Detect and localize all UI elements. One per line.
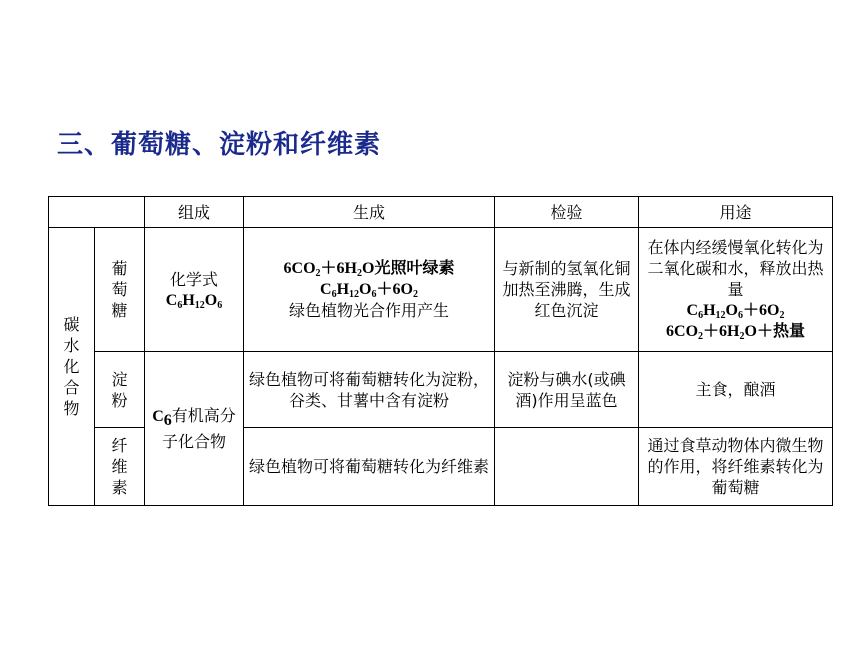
- section-title: 三、葡萄糖、淀粉和纤维素: [57, 130, 382, 160]
- row-name-starch: 淀 粉: [95, 352, 145, 428]
- cell-cellulose-generation: 绿色植物可将葡萄糖转化为纤维素: [244, 428, 495, 506]
- cell-starch-cellulose-composition: $C_6$有机高分子化合物: [145, 352, 244, 506]
- table-row-starch: [49, 352, 833, 428]
- header-blank: [49, 197, 145, 228]
- cell-cellulose-test: [495, 428, 639, 506]
- header-row: [49, 197, 833, 228]
- header-use: 用途: [639, 197, 833, 228]
- cell-glucose-use: 在体内经缓慢氧化转化为二氧化碳和水，释放出热量 $C_6H_{12}O_6+6O_2$ $6CO_2+6H_2O+$热量: [639, 228, 833, 352]
- header-generation: 生成: [244, 197, 495, 228]
- row-name-glucose: 葡 萄 糖: [95, 228, 145, 352]
- header-test: 检验: [495, 197, 639, 228]
- row-name-cellulose: 纤 维 素: [95, 428, 145, 506]
- cell-starch-generation: 绿色植物可将葡萄糖转化为淀粉，谷类、甘薯中含有淀粉: [244, 352, 495, 428]
- cell-starch-use: 主食，酿酒: [639, 352, 833, 428]
- header-composition: 组成: [145, 197, 244, 228]
- group-label-carbohydrate: 碳 水 化 合 物: [49, 228, 95, 506]
- cell-cellulose-use: 通过食草动物体内微生物的作用，将纤维素转化为葡萄糖: [639, 428, 833, 506]
- cell-glucose-test: 与新制的氢氧化铜加热至沸腾，生成红色沉淀: [495, 228, 639, 352]
- cell-starch-test: 淀粉与碘水(或碘酒)作用呈蓝色: [495, 352, 639, 428]
- cell-glucose-composition: 化学式 $C_6H_{12}O_6$: [145, 228, 244, 352]
- comparison-table: [48, 196, 833, 506]
- cell-glucose-generation: $6CO_2+6H_2O$光照叶绿素 $C_6H_{12}O_6+6O_2$ 绿色植物光合作用产生: [244, 228, 495, 352]
- table-row-glucose: [49, 228, 833, 352]
